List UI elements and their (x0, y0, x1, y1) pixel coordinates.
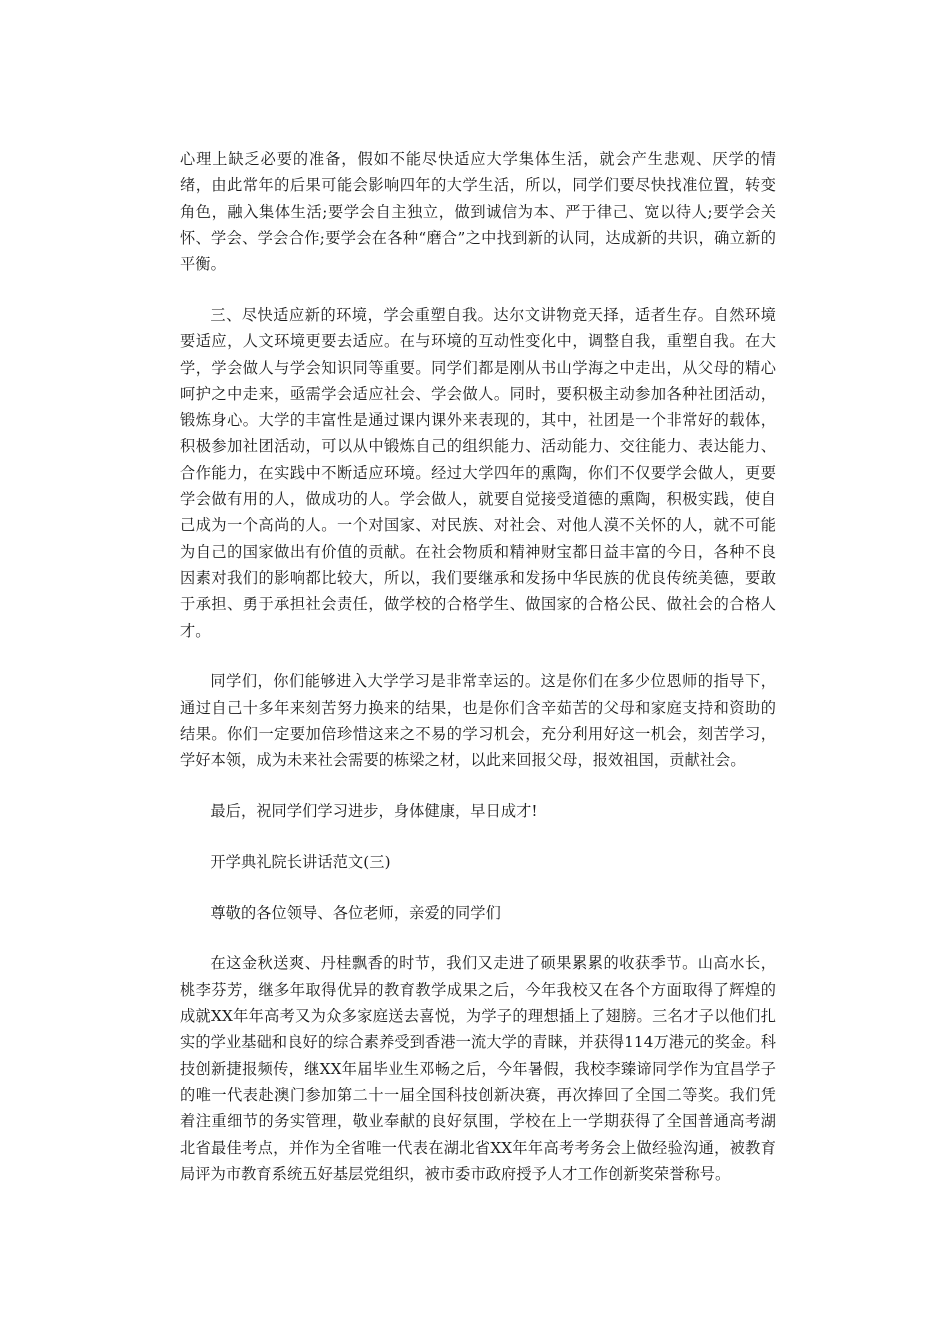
paragraph-gap (180, 644, 776, 669)
document-page (180, 146, 776, 1187)
paragraph-achievements: 在这金秋送爽、丹桂飘香的时节，我们又走进了硕果累累的收获季节。山高水长，桃李芬芳，继多年取得优异的教育教学成果之后，今年我校又在各个方面取得了辉煌的成就XX年年高考又为众多家庭送去喜悦，为学子的理想插上了翅膀。三名才子以他们扎实的学业基础和良好的综合素养受到香港一流大学的青睐，并获得114万港元的奖金。科技创新捷报频传，继XX年届毕业生邓畅之后，今年暑假，我校李臻谛同学作为宜昌学子的唯一代表赴澳门参加第二十一届全国科技创新决赛，再次捧回了全国二等奖。我们凭着注重细节的务实管理，敬业奉献的良好氛围，学校在上一学期获得了全国普通高考湖北省最佳考点，并作为全省唯一代表在湖北省XX年年高考考务会上做经验沟通，被教育局评为市教育系统五好基层党组织，被市委市政府授予人才工作创新奖荣誉称号。 (180, 954, 776, 1183)
section-heading: 开学典礼院长讲话范文(三) (210, 852, 391, 871)
paragraph-students-fortunate: 同学们，你们能够进入大学学习是非常幸运的。这是你们在多少位恩师的指导下，通过自己十多年来刻苦努力换来的结果，也是你们含辛茹苦的父母和家庭支持和资助的结果。你们一定要加倍珍惜这来之不易的学习机会，充分利用好这一机会，刻苦学习，学好本领，成为未来社会需要的栋梁之材，以此来回报父母，报效祖国，贡献社会。 (180, 672, 776, 770)
paragraph-gap (180, 926, 776, 951)
paragraph-adapt-environment: 三、尽快适应新的环境，学会重塑自我。达尔文讲物竞天择，适者生存。自然环境要适应，人文环境更要去适应。在与环境的互动性变化中，调整自我，重塑自我。在大学，学会做人与学会知识同等重要。同学们都是刚从书山学海之中走出，从父母的精心呵护之中走来，亟需学会适应社会、学会做人。同时，要积极主动参加各种社团活动，锻炼身心。大学的丰富性是通过课内课外来表现的，其中，社团是一个非常好的载体，积极参加社团活动，可以从中锻炼自己的组织能力、活动能力、交往能力、表达能力、合作能力，在实践中不断适应环境。经过大学四年的熏陶，你们不仅要学会做人，更要学会做有用的人，做成功的人。学会做人，就要自觉接受道德的熏陶，积极实践，使自己成为一个高尚的人。一个对国家、对民族、对社会、对他人漠不关怀的人，就不可能为自己的国家做出有价值的贡献。在社会物质和精神财宝都日益丰富的今日，各种不良因素对我们的影响都比较大，所以，我们要继承和发扬中华民族的优良传统美德，要敢于承担、勇于承担社会责任，做学校的合格学生、做国家的合格公民、做社会的合格人才。 (180, 305, 776, 640)
paragraph-gap (180, 875, 776, 900)
salutation: 尊敬的各位领导、各位老师，亲爱的同学们 (210, 903, 501, 922)
paragraph-gap (180, 824, 776, 849)
paragraph-continuation: 心理上缺乏必要的准备，假如不能尽快适应大学集体生活，就会产生悲观、厌学的情绪，由此常年的后果可能会影响四年的大学生活，所以，同学们要尽快找准位置，转变角色，融入集体生活;要学会自主独立，做到诚信为本、严于律己、宽以待人;要学会关怀、学会、学会合作;要学会在各种“磨合”之中找到新的认同，达成新的共识，确立新的平衡。 (180, 150, 776, 274)
paragraph-gap (180, 774, 776, 799)
paragraph-gap (180, 277, 776, 302)
paragraph-closing-wish: 最后，祝同学们学习进步，身体健康，早日成才! (210, 802, 538, 821)
